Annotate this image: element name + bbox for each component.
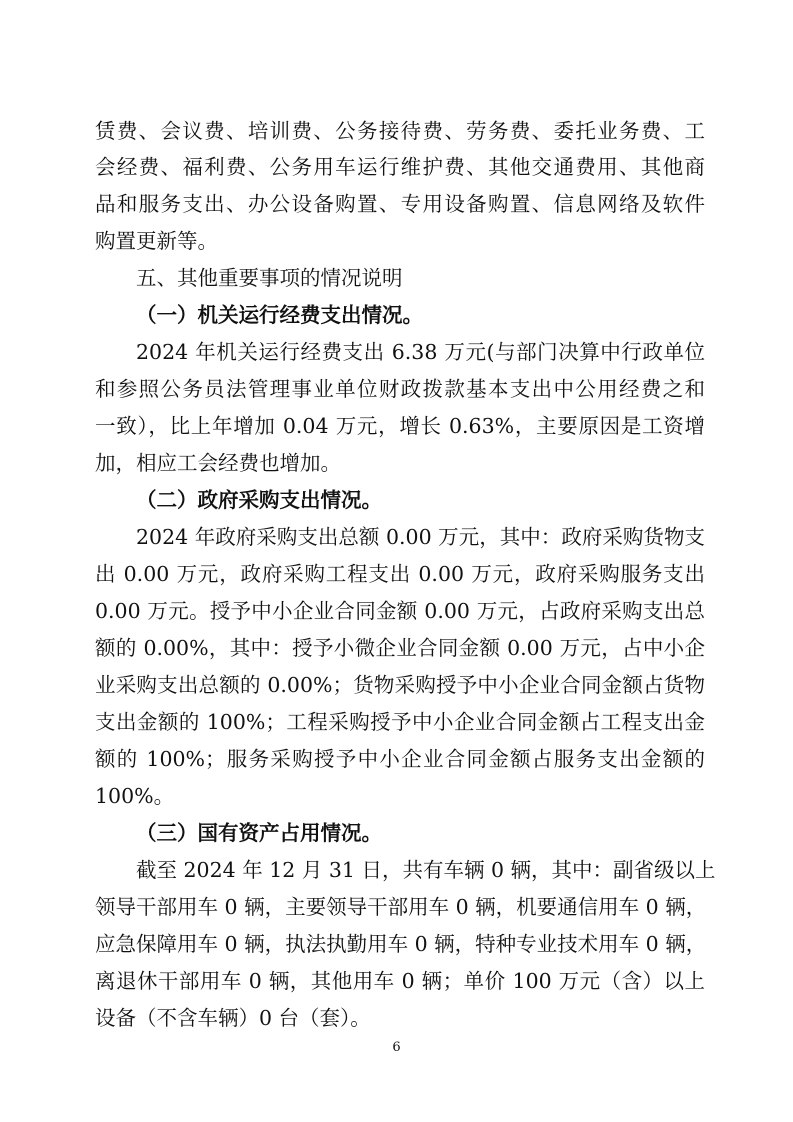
subsection-two-line-8: 100%。 bbox=[95, 784, 175, 808]
intro-line-1: 赁费、会议费、培训费、公务接待费、劳务费、委托业务费、工 bbox=[95, 119, 705, 143]
subsection-two-line-3: 0.00 万元。授予中小企业合同金额 0.00 万元，占政府采购支出总 bbox=[95, 599, 705, 623]
subsection-three-line-2: 领导干部用车 0 辆，主要领导干部用车 0 辆，机要通信用车 0 辆， bbox=[95, 895, 707, 919]
section-five-heading: 五、其他重要事项的情况说明 bbox=[136, 266, 403, 290]
intro-line-2: 会经费、福利费、公务用车运行维护费、其他交通费用、其他商 bbox=[95, 155, 705, 179]
subsection-one-line-4: 加，相应工会经费也增加。 bbox=[95, 451, 341, 475]
subsection-one-line-2: 和参照公务员法管理事业单位财政拨款基本支出中公用经费之和 bbox=[95, 377, 705, 401]
subsection-one-heading: （一）机关运行经费支出情况。 bbox=[136, 303, 423, 327]
subsection-two-line-4: 额的 0.00%，其中：授予小微企业合同金额 0.00 万元，占中小企 bbox=[95, 636, 705, 660]
subsection-three-line-1: 截至 2024 年 12 月 31 日，共有车辆 0 辆，其中：副省级以上 bbox=[136, 858, 716, 882]
subsection-three-line-3: 应急保障用车 0 辆，执法执勤用车 0 辆，特种专业技术用车 0 辆， bbox=[95, 932, 707, 956]
subsection-two-line-5: 业采购支出总额的 0.00%；货物采购授予中小企业合同金额占货物 bbox=[95, 673, 705, 697]
subsection-three-heading: （三）国有资产占用情况。 bbox=[136, 821, 382, 845]
subsection-one-line-1: 2024 年机关运行经费支出 6.38 万元(与部门决算中行政单位 bbox=[136, 340, 705, 364]
subsection-one-line-3: 一致），比上年增加 0.04 万元，增长 0.63%，主要原因是工资增 bbox=[95, 414, 705, 438]
subsection-three-line-5: 设备（不含车辆）0 台（套）。 bbox=[95, 1006, 371, 1030]
subsection-two-heading: （二）政府采购支出情况。 bbox=[136, 488, 382, 512]
subsection-two-line-6: 支出金额的 100%；工程采购授予中小企业合同金额占工程支出金 bbox=[95, 710, 705, 734]
intro-line-3: 品和服务支出、办公设备购置、专用设备购置、信息网络及软件 bbox=[95, 192, 705, 216]
page-number: 6 bbox=[392, 1040, 401, 1055]
subsection-two-line-7: 额的 100%；服务采购授予中小企业合同金额占服务支出金额的 bbox=[95, 747, 705, 771]
subsection-two-line-2: 出 0.00 万元，政府采购工程支出 0.00 万元，政府采购服务支出 bbox=[95, 562, 705, 586]
subsection-three-line-4: 离退休干部用车 0 辆，其他用车 0 辆；单价 100 万元（含）以上 bbox=[95, 969, 705, 993]
subsection-two-line-1: 2024 年政府采购支出总额 0.00 万元，其中：政府采购货物支 bbox=[136, 525, 705, 549]
intro-line-4: 购置更新等。 bbox=[95, 229, 218, 253]
